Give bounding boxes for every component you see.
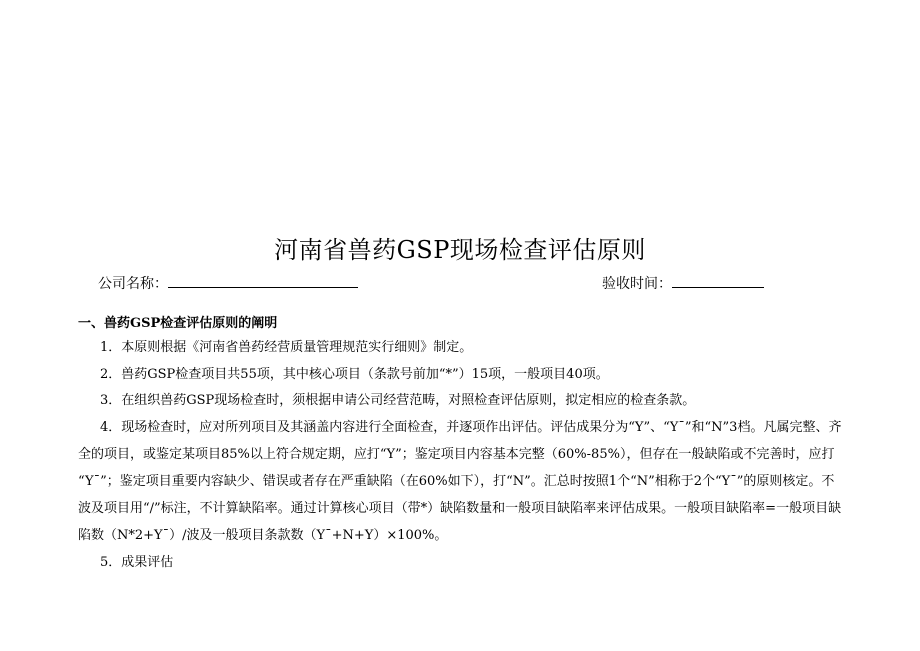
inspection-date-field (602, 272, 764, 293)
item-2: 2．兽药GSP检查项目共55项，其中核心项目（条款号前加“*”）15项，一般项目40项。 (100, 367, 609, 382)
inspection-date-blank (672, 272, 764, 288)
company-name-label: 公司名称： (98, 276, 168, 292)
item-4-line-1: 4．现场检查时，应对所列项目及其涵盖内容进行全面检查，并逐项作出评估。评估成果分为“Y”、“Y¯”和“N”3档。凡属完整、齐 (100, 420, 842, 435)
document-title: 河南省兽药GSP现场检查评估原则 (274, 236, 646, 264)
section-heading: 一、兽药GSP检查评估原则的阐明 (78, 316, 278, 331)
item-4-line-2: 全的项目，或鉴定某项目85%以上符合规定期，应打“Y”；鉴定项目内容基本完整（60%-85%），但存在一般缺陷或不完善时，应打 (78, 447, 835, 462)
company-name-field (98, 272, 358, 293)
inspection-date-label: 验收时间： (602, 276, 672, 292)
company-name-blank (168, 272, 358, 288)
item-1: 1．本原则根据《河南省兽药经营质量管理规范实行细则》制定。 (100, 340, 473, 355)
item-4-line-4: 波及项目用“/”标注，不计算缺陷率。通过计算核心项目（带*）缺陷数量和一般项目缺陷率来评估成果。一般项目缺陷率=一般项目缺 (78, 501, 842, 516)
item-5: 5．成果评估 (100, 555, 174, 570)
item-4-line-5: 陷数（N*2+Y¯）/波及一般项目条款数（Y¯+N+Y）×100%。 (78, 528, 448, 543)
item-4-line-3: “Y¯”；鉴定项目重要内容缺少、错误或者存在严重缺陷（在60%如下），打“N”。汇总时按照1个“N”相称于2个“Y¯”的原则核定。不 (78, 474, 835, 489)
item-3: 3．在组织兽药GSP现场检查时，须根据申请公司经营范畴，对照检查评估原则，拟定相应的检查条款。 (100, 393, 696, 408)
